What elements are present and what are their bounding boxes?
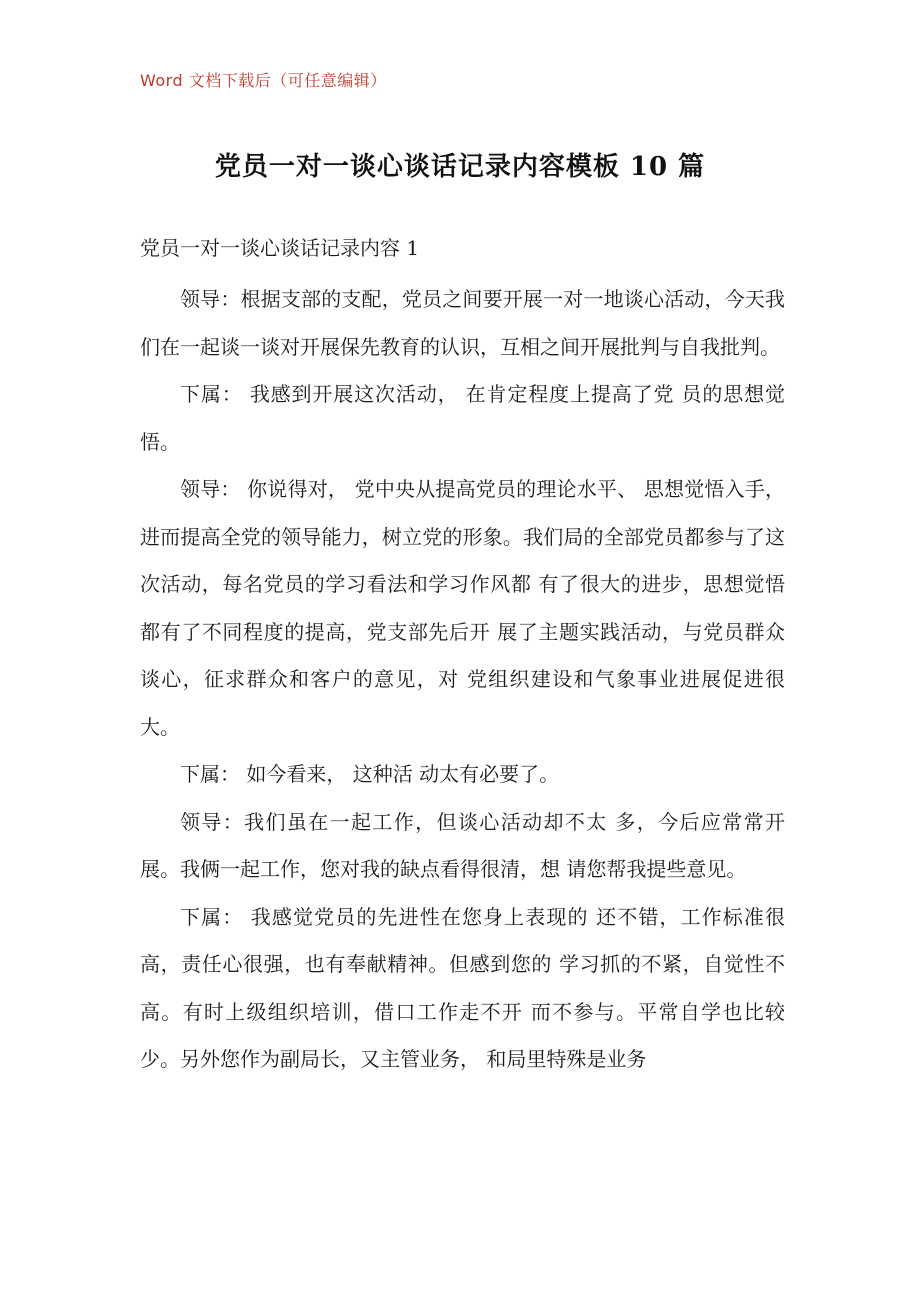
document-title: 党员一对一谈心谈话记录内容模板 10 篇 (214, 152, 706, 182)
dialogue-paragraph: 领导： 你说得对， 党中央从提高党员的理论水平、 思想觉悟入手，进而提高全党的领导能力，树立党的形象。我们局的全部党员都参与了这次活动，每名党员的学习看法和学习作风都 有了很大的进步，思想觉悟都有了不同程度的提高，党支部先后开 展了主题实践活动，与党员群众谈心，征求群众和客户的意见，对 党组织建设和气象事业进展促进很大。 (140, 477, 785, 739)
dialogue-paragraph: 领导：根据支部的支配，党员之间要开展一对一地谈心活动，今天我们在一起谈一谈对开展保先教育的认识，互相之间开展批判与自我批判。 (140, 287, 785, 359)
dialogue-paragraph: 领导：我们虽在一起工作，但谈心活动却不太 多，今后应常常开展。我俩一起工作，您对我的缺点看得很清，想 请您帮我提些意见。 (140, 809, 785, 881)
dialogue-paragraph: 下属： 我感到开展这次活动， 在肯定程度上提高了党 员的思想觉悟。 (140, 382, 785, 454)
dialogue-paragraph: 下属： 如今看来， 这种活 动太有必要了。 (180, 762, 560, 786)
download-note: Word 文档下载后（可任意编辑） (140, 71, 387, 90)
dialogue-paragraph: 下属： 我感觉党员的先进性在您身上表现的 还不错，工作标准很高，责任心很强，也有奉献精神。但感到您的 学习抓的不紧，自觉性不高。有时上级组织培训，借口工作走不开 而不参与。平常自学也比较少。另外您作为副局长，又主管业务， 和局里特殊是业务 (140, 904, 785, 1071)
section-heading: 党员一对一谈心谈话记录内容 1 (140, 236, 420, 260)
dialogue-body (140, 276, 785, 1084)
